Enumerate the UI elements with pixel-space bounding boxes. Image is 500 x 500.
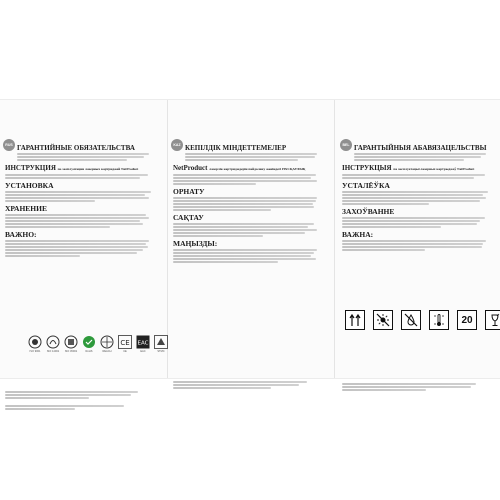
stmc-icon: STMC xyxy=(154,335,168,353)
this-way-up-icon xyxy=(345,310,365,330)
footer-text xyxy=(5,390,145,411)
iso-45001-icon: ISO 45001 xyxy=(64,335,78,353)
handling-pictograms xyxy=(345,310,500,330)
iso-14001-icon: ISO 14001 xyxy=(46,335,60,353)
language-badge: KAZ xyxy=(171,139,183,151)
important-heading: ВАЖНО: xyxy=(5,230,37,239)
reach-icon: REACH xyxy=(100,335,114,353)
wine-glass-icon xyxy=(485,310,500,330)
stack-limit-icon: 20 xyxy=(457,310,477,330)
column-kazakh xyxy=(173,144,323,266)
warranty-heading: ГАРАНТЫЙНЫЯ АБАВЯЗАЦЕЛЬСТВЫ xyxy=(354,144,487,152)
column-russian xyxy=(5,144,155,260)
warranty-heading: КЕПІЛДІК МІНДЕТТЕМЕЛЕР xyxy=(185,144,287,152)
svg-text:CE: CE xyxy=(120,339,130,347)
footer-text xyxy=(342,382,482,392)
instruction-sheet xyxy=(0,99,500,379)
no-moisture-icon xyxy=(401,310,421,330)
column-belarusian xyxy=(342,144,492,254)
install-heading: УСТАЛЁЎКА xyxy=(342,181,390,190)
important-heading: ВАЖНА: xyxy=(342,230,374,239)
iso-9001-icon: ISO 9001 xyxy=(28,335,42,353)
rohs-icon: RoHS xyxy=(82,335,96,353)
instruction-heading: ИНСТРУКЦИЯ xyxy=(5,164,56,172)
instruction-subheading: по эксплуатации лазерных картриджей NetProduct xyxy=(57,167,139,171)
instruction-subheading: лазерлік картридждерін пайдалану жөніндегі НҰСҚАУЛЫҚ xyxy=(209,167,306,171)
install-heading: ОРНАТУ xyxy=(173,187,205,196)
certification-icons xyxy=(28,335,168,353)
footer-text xyxy=(173,380,313,390)
eac-mark-icon: EAC EAC xyxy=(136,335,150,353)
instruction-subheading: па эксплуатацыі лазерных картрыджаў NetProduct xyxy=(393,167,475,171)
temperature-icon xyxy=(429,310,449,330)
storage-heading: САҚТАУ xyxy=(173,213,204,222)
language-badge: RUS xyxy=(3,139,15,151)
fold-line xyxy=(334,100,335,378)
install-heading: УСТАНОВКА xyxy=(5,181,54,190)
storage-heading: ЗАХОЎВАННЕ xyxy=(342,207,395,216)
no-sunlight-icon xyxy=(373,310,393,330)
warranty-heading: ГАРАНТИЙНЫЕ ОБЯЗАТЕЛЬСТВА xyxy=(17,144,135,152)
important-heading: МАҢЫЗДЫ: xyxy=(173,239,218,248)
svg-text:EAC: EAC xyxy=(137,340,149,347)
language-badge: BEL xyxy=(340,139,352,151)
brand-name: NetProduct xyxy=(173,164,208,172)
ce-mark-icon: CE CE xyxy=(118,335,132,353)
storage-heading: ХРАНЕНИЕ xyxy=(5,204,47,213)
instruction-heading: ІНСТРУКЦЫЯ xyxy=(342,164,392,172)
